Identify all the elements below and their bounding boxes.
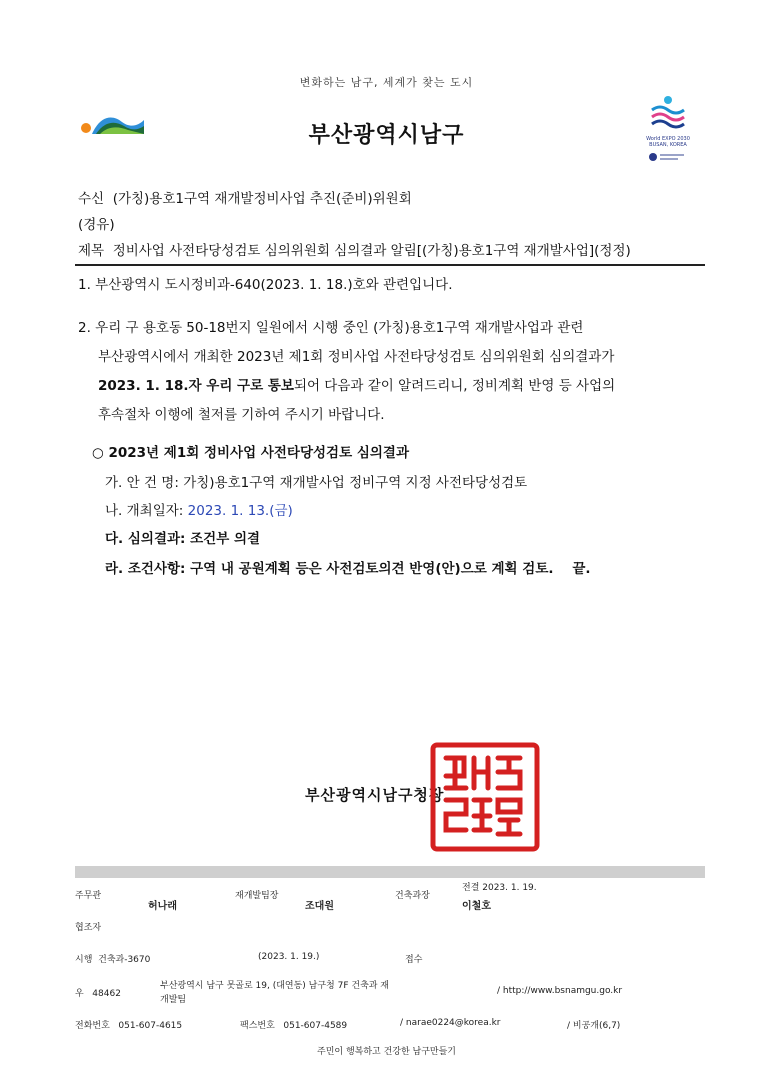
item-2-line-3-rest: 되어 다음과 같이 알려드리니, 정비계획 반영 등 사업의 xyxy=(293,378,616,394)
detail-d xyxy=(105,560,590,578)
sender-name: 부산광역시남구청장 xyxy=(305,786,445,804)
phone-value: 051-607-4615 xyxy=(118,1021,183,1031)
team-lead-label: 재개발팀장 xyxy=(235,891,279,901)
subject-row xyxy=(78,242,631,260)
detail-a-value: 가칭)용호1구역 재개발사업 정비구역 지정 사전타당성검토 xyxy=(183,475,528,491)
postal-code: 48462 xyxy=(92,989,121,999)
expo-logo xyxy=(638,92,698,167)
address-line-1: 부산광역시 남구 못골로 19, (대연동) 남구청 7F 건축과 재 xyxy=(160,981,390,991)
subject-value: 정비사업 사전타당성검토 심의위원회 심의결과 알림[(가칭)용호1구역 재개발사업](정정) xyxy=(112,243,631,259)
phone-label: 전화번호 xyxy=(75,1021,110,1031)
recipient-value: (가칭)용호1구역 재개발정비사업 추진(준비)위원회 xyxy=(112,191,412,207)
enforce-row xyxy=(75,952,150,965)
detail-c-value: 조건부 의결 xyxy=(190,531,261,547)
via-row: (경유) xyxy=(78,217,115,233)
footer-motto: 주민이 행복하고 건강한 남구만들기 xyxy=(317,1047,456,1057)
expo-badge-icon xyxy=(648,151,688,163)
notice-date-bold: 2023. 1. 18.자 우리 구로 통보 xyxy=(98,378,294,394)
official-seal-icon xyxy=(430,742,540,852)
recipient-row xyxy=(78,190,412,208)
approval-date: 전결 2023. 1. 19. xyxy=(462,883,537,893)
item-2-line-3 xyxy=(78,372,718,401)
recipient-label: 수신 xyxy=(78,191,105,207)
expo-text-2: BUSAN, KOREA xyxy=(649,142,687,148)
receipt-label: 접수 xyxy=(405,955,423,965)
disclosure-status: / 비공개(6,7) xyxy=(567,1021,621,1031)
footer-bar xyxy=(75,866,705,878)
divider xyxy=(75,264,705,266)
slogan: 변화하는 남구, 세계가 찾는 도시 xyxy=(299,76,474,89)
section-title: ○ 2023년 제1회 정비사업 사전타당성검토 심의결과 xyxy=(92,445,409,461)
detail-b-value: 2023. 1. 13.(금) xyxy=(187,503,293,519)
detail-d-label: 라. 조건사항: xyxy=(105,561,186,577)
item-2-line-4: 후속절차 이행에 철저를 기하여 주시기 바랍니다. xyxy=(98,407,385,423)
item-2 xyxy=(78,314,718,430)
team-lead-name: 조대원 xyxy=(305,901,334,912)
website-link[interactable]: / http://www.bsnamgu.go.kr xyxy=(497,986,623,996)
detail-a xyxy=(105,474,527,492)
email-link[interactable]: / narae0224@korea.kr xyxy=(400,1018,501,1028)
director-name: 이철호 xyxy=(462,901,491,912)
cooperator-label: 협조자 xyxy=(75,923,102,933)
drafter-label: 주무관 xyxy=(75,891,102,901)
detail-a-label: 가. 안 건 명: xyxy=(105,475,179,491)
fax-label: 팩스번호 xyxy=(240,1021,275,1031)
address-line-2: 개발팀 xyxy=(160,995,187,1005)
enforce-date: (2023. 1. 19.) xyxy=(258,952,320,962)
detail-c-label: 다. 심의결과: xyxy=(105,531,186,547)
drafter-name: 허나래 xyxy=(148,901,177,912)
org-title: 부산광역시남구 xyxy=(308,123,465,148)
postal-label: 우 xyxy=(75,989,84,999)
item-1: 1. 부산광역시 도시정비과-640(2023. 1. 18.)호와 관련입니다. xyxy=(78,277,453,293)
detail-c xyxy=(105,530,260,548)
director-label: 건축과장 xyxy=(395,891,430,901)
detail-b xyxy=(105,502,293,520)
phone-row xyxy=(75,1018,182,1031)
fax-row xyxy=(240,1018,347,1031)
fax-value: 051-607-4589 xyxy=(283,1021,348,1031)
detail-b-label: 나. 개최일자: xyxy=(105,503,184,519)
subject-label: 제목 xyxy=(78,243,105,259)
enforce-label: 시행 xyxy=(75,955,93,965)
expo-text-1: World EXPO 2030 xyxy=(646,136,690,142)
item-2-line-2: 부산광역시에서 개최한 2023년 제1회 정비사업 사전타당성검토 심의위원회 심의결과가 xyxy=(98,349,615,365)
end-mark: 끝. xyxy=(572,561,591,577)
item-2-line-1: 2. 우리 구 용호동 50-18번지 일원에서 시행 중인 (가칭)용호1구역 재개발사업과 관련 xyxy=(78,320,584,336)
postal-row xyxy=(75,986,121,999)
enforce-value: 건축과-3670 xyxy=(98,955,151,965)
detail-d-value: 구역 내 공원계획 등은 사전검토의견 반영(안)으로 계획 검토. xyxy=(190,561,554,577)
